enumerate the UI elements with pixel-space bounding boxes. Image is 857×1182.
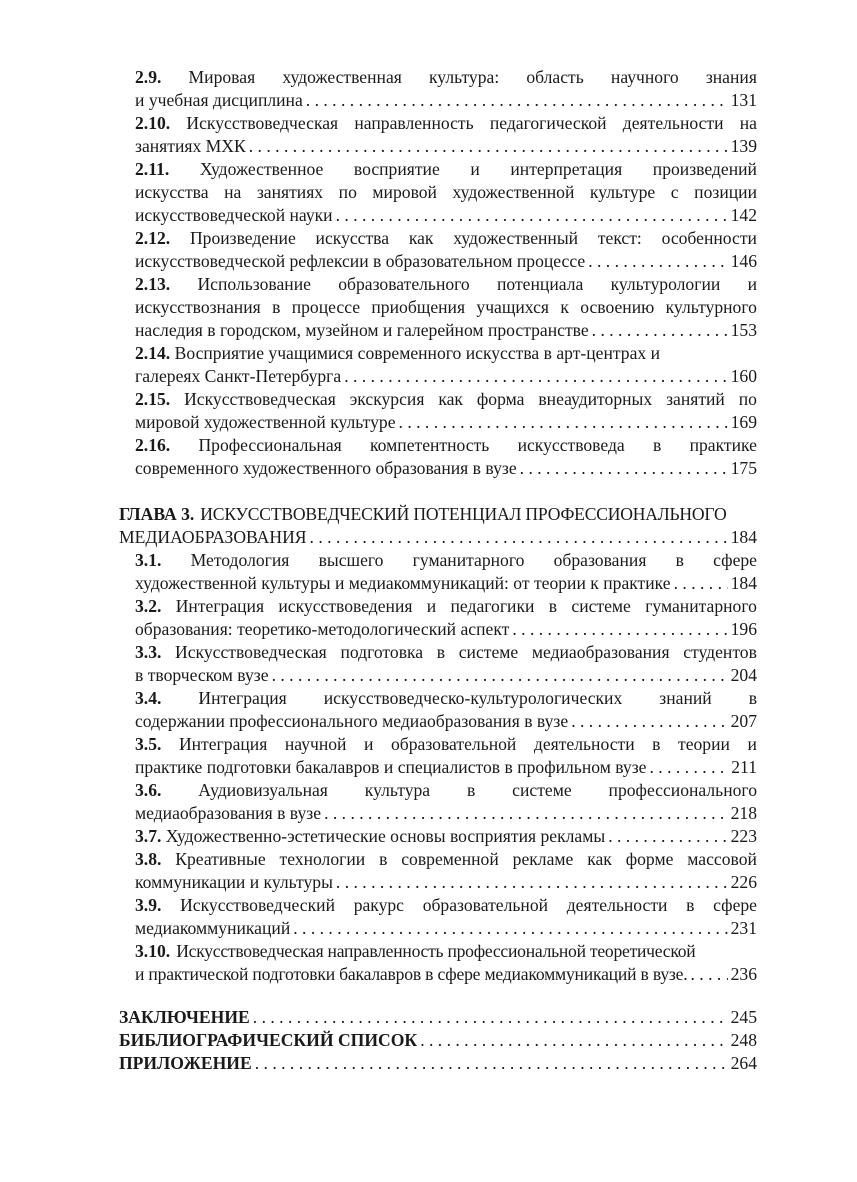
toc-entry-last-line: коммуникации и культуры . . . 226	[135, 871, 757, 894]
dot-leader	[512, 618, 727, 641]
toc-entry-line: искусства на занятиях по мировой художественной культуре с позиции	[135, 182, 757, 202]
page-number: 131	[730, 90, 757, 110]
toc-entry-2-11[interactable]	[135, 158, 757, 227]
toc-entry-last-line: мировой художественной культуре . . . 169	[135, 411, 757, 434]
page-number: 231	[730, 918, 757, 938]
chapter-title-line: ГЛАВА 3. ИСКУССТВОВЕДЧЕСКИЙ ПОТЕНЦИАЛ ПРОФЕССИОНАЛЬНОГО	[119, 504, 727, 524]
toc-entry-3-6[interactable]	[135, 779, 757, 825]
dot-leader	[571, 710, 727, 733]
dot-leader	[324, 802, 728, 825]
page-number: 226	[730, 872, 757, 892]
page-number: 204	[730, 665, 757, 685]
toc-entry-line: 2.9. Мировая художественная культура: область научного знания	[135, 67, 757, 87]
page-number: 245	[730, 1007, 757, 1027]
toc-entry-last-line: искусствоведческой науки . . . 142	[135, 204, 757, 227]
toc-entry-line: 2.11. Художественное восприятие и интерпретация произведений	[135, 159, 757, 179]
page-number: 169	[730, 412, 757, 432]
toc-entry-3-1[interactable]	[135, 549, 757, 595]
dot-leader	[336, 871, 728, 894]
page-number: 184	[730, 527, 757, 547]
toc-entry-3-10[interactable]	[135, 940, 757, 986]
toc-entry-last-line: искусствоведческой рефлексии в образовательном процессе . . . 146	[135, 250, 757, 273]
toc-list-chapter-3	[135, 549, 757, 986]
dot-leader	[420, 1029, 727, 1052]
toc-entry-conclusion[interactable]: ЗАКЛЮЧЕНИЕ . . . 245	[119, 1006, 757, 1029]
toc-entry-2-9[interactable]	[135, 66, 757, 112]
dot-leader	[520, 457, 728, 480]
page-number: 223	[730, 826, 757, 846]
dot-leader	[674, 572, 728, 595]
dot-leader	[249, 135, 728, 158]
toc-entry-3-9[interactable]	[135, 894, 757, 940]
dot-leader	[336, 204, 728, 227]
dot-leader	[306, 89, 728, 112]
dot-leader	[650, 756, 729, 779]
page-number: 184	[730, 573, 757, 593]
page-number: 153	[730, 320, 757, 340]
page-number: 175	[730, 458, 757, 478]
toc-entry-2-16[interactable]	[135, 434, 757, 480]
toc-entry-last-line: образования: теоретико-методологический аспект . . . 196	[135, 618, 757, 641]
toc-entry-last-line: и практической подготовки бакалавров в сфере медиакоммуникаций в вузе. . . . 236	[135, 963, 757, 986]
toc-entry-line: искусствознания в процессе приобщения учащихся к освоению культурного	[135, 297, 757, 317]
toc-entry-last-line: содержании профессионального медиаобразования в вузе . . . 207	[135, 710, 757, 733]
toc-entry-last-line: медиакоммуникаций . . . 231	[135, 917, 757, 940]
toc-entry-line: 2.13. Использование образовательного потенциала культурологии и	[135, 274, 757, 294]
toc-entry-3-4[interactable]	[135, 687, 757, 733]
dot-leader	[310, 526, 728, 549]
dot-leader	[592, 319, 728, 342]
dot-leader	[608, 825, 727, 848]
dot-leader	[588, 250, 727, 273]
chapter-title-last-line: МЕДИАОБРАЗОВАНИЯ . . . 184	[119, 526, 757, 549]
toc-entry-line: 3.3. Искусствоведческая подготовка в системе медиаобразования студентов	[135, 642, 757, 662]
toc-entry-2-12[interactable]	[135, 227, 757, 273]
toc-entry-line: 3.10. Искусствоведческая направленность профессиональной теоретической	[135, 941, 696, 961]
toc-entry-3-2[interactable]	[135, 595, 757, 641]
dot-leader	[293, 917, 727, 940]
dot-leader	[255, 1052, 728, 1075]
toc-entry-2-13[interactable]	[135, 273, 757, 342]
toc-entry-3-8[interactable]	[135, 848, 757, 894]
dot-leader	[344, 365, 727, 388]
page-number: 160	[730, 366, 757, 386]
toc-entry-line: 2.15. Искусствоведческая экскурсия как форма внеаудиторных занятий по	[135, 389, 757, 409]
page-number: 196	[730, 619, 757, 639]
toc-chapter-3-heading[interactable]	[119, 503, 757, 549]
toc-entry-line: 3.9. Искусствоведческий ракурс образовательной деятельности в сфере	[135, 895, 757, 915]
toc-entry-2-14[interactable]	[135, 342, 757, 388]
toc-entry-2-15[interactable]	[135, 388, 757, 434]
toc-entry-3-5[interactable]	[135, 733, 757, 779]
toc-entry-line: 3.5. Интеграция научной и образовательной деятельности в теории и	[135, 734, 757, 754]
dot-leader	[272, 664, 728, 687]
page-number: 211	[731, 757, 757, 777]
toc-entry-appendix[interactable]: ПРИЛОЖЕНИЕ . . . 264	[119, 1052, 757, 1075]
toc-entry-2-10[interactable]	[135, 112, 757, 158]
toc-entry-3-3[interactable]	[135, 641, 757, 687]
page-number: 207	[730, 711, 757, 731]
page-number: 264	[730, 1053, 757, 1073]
dot-leader	[399, 411, 728, 434]
toc-entry-last-line: галереях Санкт-Петербурга . . . 160	[135, 365, 757, 388]
toc-entry-3-7[interactable]	[135, 825, 757, 848]
toc-entry-line: 3.8. Креативные технологии в современной рекламе как форме массовой	[135, 849, 757, 869]
toc-entry-last-line: наследия в городском, музейном и галерейном пространстве . . . 153	[135, 319, 757, 342]
toc-entry-line: 3.1. Методология высшего гуманитарного образования в сфере	[135, 550, 757, 570]
page-number: 146	[730, 251, 757, 271]
toc-entry-last-line: в творческом вузе . . . 204	[135, 664, 757, 687]
toc-entry-line: 2.12. Произведение искусства как художественный текст: особенности	[135, 228, 757, 248]
toc-entry-line: 3.6. Аудиовизуальная культура в системе профессионального	[135, 780, 757, 800]
toc-entry-line: 2.10. Искусствоведческая направленность педагогической деятельности на	[135, 113, 757, 133]
toc-entry-line: 2.16. Профессиональная компетентность искусствоведа в практике	[135, 435, 757, 455]
toc-entry-last-line: современного художественного образования в вузе . . . 175	[135, 457, 757, 480]
page-number: 218	[730, 803, 757, 823]
toc-entry-last-line: и учебная дисциплина . . . 131	[135, 89, 757, 112]
toc-list-chapter-2	[135, 66, 757, 480]
toc-entry-line: 3.4. Интеграция искусствоведческо-культурологических знаний в	[135, 688, 757, 708]
toc-entry-line: 3.2. Интеграция искусствоведения и педагогики в системе гуманитарного	[135, 596, 757, 616]
toc-entry-line: 2.14. Восприятие учащимися современного искусства в арт-центрах и	[135, 343, 661, 363]
toc-entry-last-line: медиаобразования в вузе . . . 218	[135, 802, 757, 825]
page-number: 142	[730, 205, 757, 225]
toc-back-matter	[119, 1006, 757, 1075]
page-number: 248	[730, 1030, 757, 1050]
toc-entry-last-line: занятиях МХК . . . 139	[135, 135, 757, 158]
page-number: 236	[730, 964, 757, 984]
toc-entry-last-line: 3.7. Художественно-эстетические основы восприятия рекламы . . . 223	[135, 825, 757, 848]
toc-entry-bibliography[interactable]: БИБЛИОГРАФИЧЕСКИЙ СПИСОК . . . 248	[119, 1029, 757, 1052]
dot-leader	[691, 963, 728, 986]
toc-entry-last-line: художественной культуры и медиакоммуникаций: от теории к практике . . . 184	[135, 572, 757, 595]
toc-entry-last-line: практике подготовки бакалавров и специалистов в профильном вузе . . . 211	[135, 756, 757, 779]
dot-leader	[253, 1006, 728, 1029]
page-number: 139	[730, 136, 757, 156]
